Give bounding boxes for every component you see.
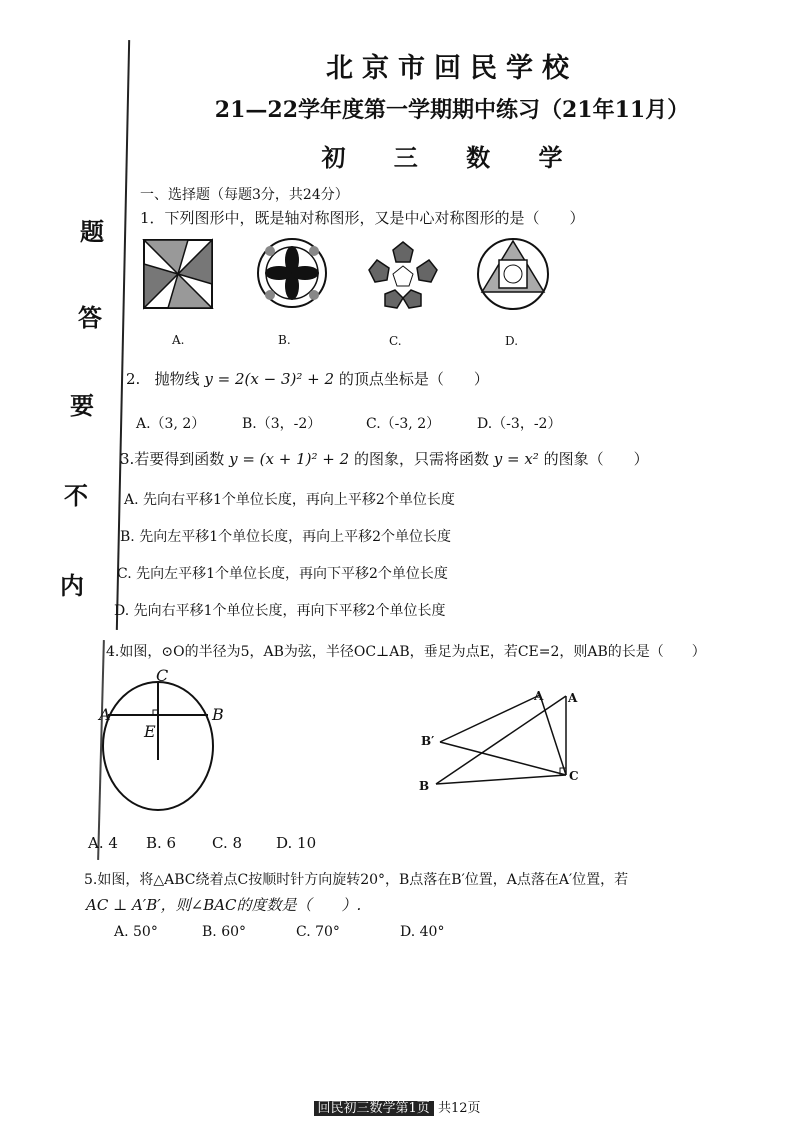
q2-option-c: C.（-3, 2） — [366, 416, 441, 432]
q3-option-a: A. 先向右平移1个单位长度，再向上平移2个单位长度 — [124, 492, 455, 508]
q4-option-d: D. 10 — [276, 834, 317, 852]
q2-formula: y = 2(x − 3)² + 2 — [204, 370, 335, 388]
section-heading: 一、选择题（每题3分，共24分） — [140, 187, 349, 203]
q1-stem: 1．下列图形中，既是轴对称图形，又是中心对称图形的是（ ） — [140, 209, 585, 227]
q2-stem-pre: 抛物线 — [154, 370, 200, 388]
q5-label-b: B — [419, 779, 430, 793]
q5-label-a1: A — [534, 689, 544, 703]
q5-rotation-figure — [420, 680, 590, 800]
q4-label-c: C — [156, 666, 169, 685]
q3-stem — [120, 448, 649, 469]
page-footer — [0, 1097, 794, 1116]
margin-char-4: 不 — [64, 481, 88, 510]
q5-option-d: D. 40° — [400, 924, 445, 940]
q5-option-a: A. 50° — [114, 924, 158, 940]
q2-number: 2. — [126, 370, 141, 388]
margin-char-5: 内 — [60, 571, 84, 600]
q2-option-b: B.（3，-2） — [242, 416, 322, 432]
q3-option-c: C. 先向左平移1个单位长度，再向下平移2个单位长度 — [117, 566, 448, 582]
q4-label-a: A — [99, 705, 111, 724]
q3-option-b: B. 先向左平移1个单位长度，再向上平移2个单位长度 — [120, 529, 452, 545]
q5-label-c: C — [569, 769, 579, 783]
q5-label-bprime: B′ — [421, 734, 435, 748]
q1-figure-a — [142, 238, 214, 310]
q4-circle-figure — [96, 664, 226, 814]
q4-option-b: B. 6 — [146, 834, 177, 852]
q4-label-e: E — [144, 722, 156, 741]
q2-option-d: D.（-3，-2） — [477, 416, 562, 432]
term-title: 21—22学年度第一学期期中练习（21年11月） — [214, 97, 690, 123]
margin-char-1: 题 — [80, 217, 104, 246]
margin-char-2: 答 — [78, 303, 102, 332]
q5-option-b: B. 60° — [202, 924, 247, 940]
q2-stem-post: 的顶点坐标是（ ） — [338, 370, 489, 388]
q1-figure-d — [475, 236, 551, 312]
q3-formula-2: y = x² — [493, 450, 539, 468]
q5-stem-line2: AC ⊥ A′B′，则∠BAC的度数是（ ）. — [86, 896, 362, 914]
q2-option-a: A.（3, 2） — [136, 416, 206, 432]
q4-option-a: A. 4 — [88, 834, 118, 852]
q1-label-a: A. — [172, 333, 185, 347]
q5-option-c: C. 70° — [296, 924, 340, 940]
q4-label-b: B — [212, 705, 224, 724]
margin-char-3: 要 — [70, 391, 94, 420]
school-title: 北京市回民学校 — [326, 53, 578, 84]
q2-stem — [126, 368, 489, 389]
footer-total-pages: 共12页 — [437, 1101, 481, 1116]
q1-label-b: B. — [278, 333, 291, 347]
subject-title: 初 三 数 学 — [321, 143, 583, 172]
q1-figure-b — [255, 236, 329, 310]
q3-stem-pre: 3.若要得到函数 — [120, 450, 225, 468]
q3-stem-mid: 的图象，只需将函数 — [353, 450, 489, 468]
q5-label-a2: A — [568, 691, 578, 705]
q1-figure-c — [365, 238, 441, 310]
q5-stem-line1: 5.如图，将△ABC绕着点C按顺时针方向旋转20°，B点落在B′位置，A点落在A′位置，若 — [84, 872, 629, 888]
q3-stem-post: 的图象（ ） — [543, 450, 649, 468]
q3-formula-1: y = (x + 1)² + 2 — [229, 450, 350, 468]
q1-label-c: C. — [389, 334, 402, 348]
q4-stem: 4.如图，⊙O的半径为5，AB为弦，半径OC⊥AB，垂足为点E，若CE=2，则AB的长是（ ） — [106, 644, 706, 660]
footer-page-number: 回民初三数学第1页 — [314, 1101, 434, 1116]
q1-label-d: D. — [505, 334, 519, 348]
q3-option-d: D. 先向右平移1个单位长度，再向下平移2个单位长度 — [114, 603, 446, 619]
q4-option-c: C. 8 — [212, 834, 243, 852]
